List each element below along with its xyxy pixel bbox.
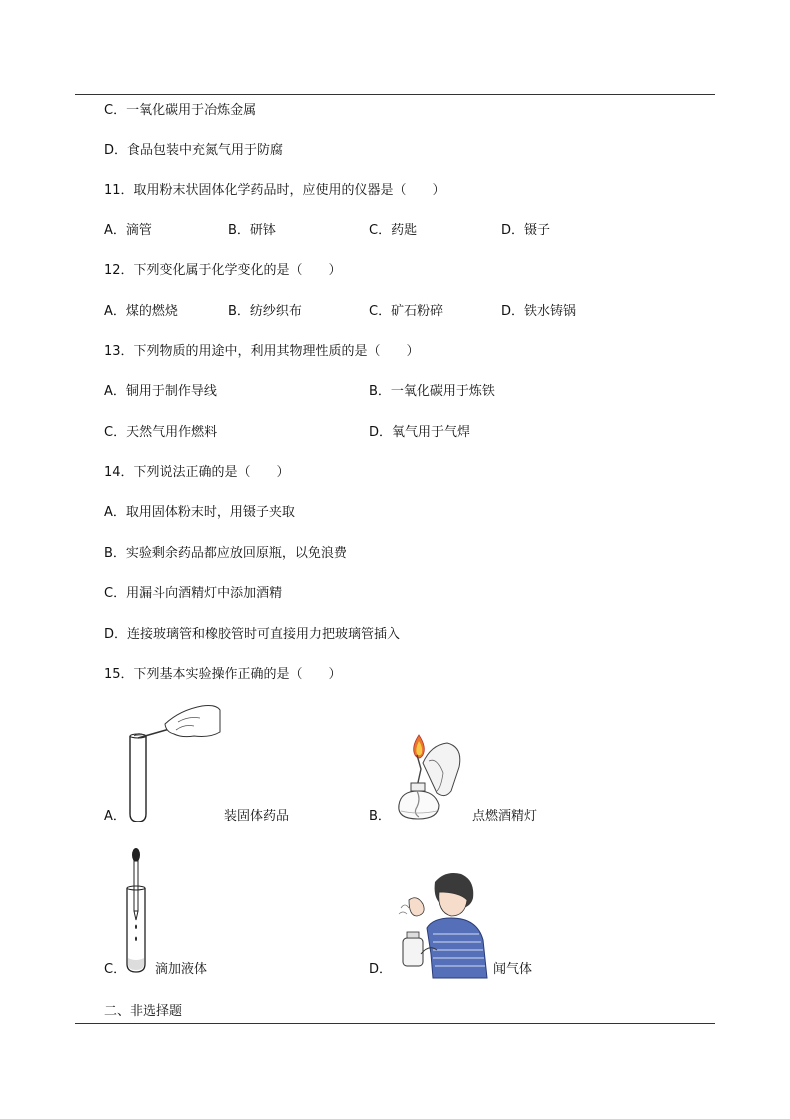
figure-add-solid-reagent [120, 702, 230, 822]
question-12-stem: 12．下列变化属于化学变化的是（ ） [104, 263, 342, 278]
q14-option-c[interactable]: C．用漏斗向酒精灯中添加酒精 [104, 586, 283, 601]
q12-option-a[interactable]: A．煤的燃烧 [104, 304, 178, 319]
q12-option-d[interactable]: D．铁水铸锅 [501, 304, 577, 319]
q15-option-c-caption: 滴加液体 [155, 962, 208, 977]
question-15-stem: 15．下列基本实验操作正确的是（ ） [104, 667, 342, 682]
q15-option-b-letter[interactable]: B． [369, 809, 391, 824]
option-d-previous: D．食品包装中充氮气用于防腐 [104, 143, 284, 158]
bottom-rule [75, 1023, 715, 1024]
q12-option-b[interactable]: B．纺纱织布 [228, 304, 302, 319]
figure-smelling-gas [393, 870, 489, 980]
question-13-stem: 13．下列物质的用途中，利用其物理性质的是（ ） [104, 344, 420, 359]
section-heading: 二、非选择题 [104, 1004, 183, 1019]
q11-option-b[interactable]: B．研钵 [228, 223, 276, 238]
q11-option-c[interactable]: C．药匙 [369, 223, 418, 238]
q15-option-b-caption: 点燃酒精灯 [472, 809, 538, 824]
q14-option-d[interactable]: D．连接玻璃管和橡胶管时可直接用力把玻璃管插入 [104, 627, 401, 642]
question-14-stem: 14．下列说法正确的是（ ） [104, 465, 290, 480]
q15-option-d-caption: 闻气体 [493, 962, 533, 977]
q12-option-c[interactable]: C．矿石粉碎 [369, 304, 444, 319]
figure-dropping-liquid [121, 846, 151, 976]
q11-option-d[interactable]: D．镊子 [501, 223, 551, 238]
q14-option-b[interactable]: B．实验剩余药品都应放回原瓶，以免浪费 [104, 546, 347, 561]
q11-option-a[interactable]: A．滴管 [104, 223, 152, 238]
q13-option-c[interactable]: C．天然气用作燃料 [104, 425, 218, 440]
q13-option-d[interactable]: D．氧气用于气焊 [369, 425, 471, 440]
figure-light-alcohol-lamp [393, 733, 465, 825]
q15-option-a-caption: 装固体药品 [224, 809, 290, 824]
question-11-stem: 11．取用粉末状固体化学药品时，应使用的仪器是（ ） [104, 183, 446, 198]
q15-option-d-letter[interactable]: D． [369, 962, 393, 977]
option-c-previous: C．一氧化碳用于冶炼金属 [104, 103, 257, 118]
q15-option-c-letter[interactable]: C． [104, 962, 127, 977]
q14-option-a[interactable]: A．取用固体粉末时，用镊子夹取 [104, 505, 295, 520]
q13-option-a[interactable]: A．铜用于制作导线 [104, 384, 217, 399]
top-rule [75, 94, 715, 95]
q15-option-a-letter[interactable]: A． [104, 809, 126, 824]
q13-option-b[interactable]: B．一氧化碳用于炼铁 [369, 384, 495, 399]
